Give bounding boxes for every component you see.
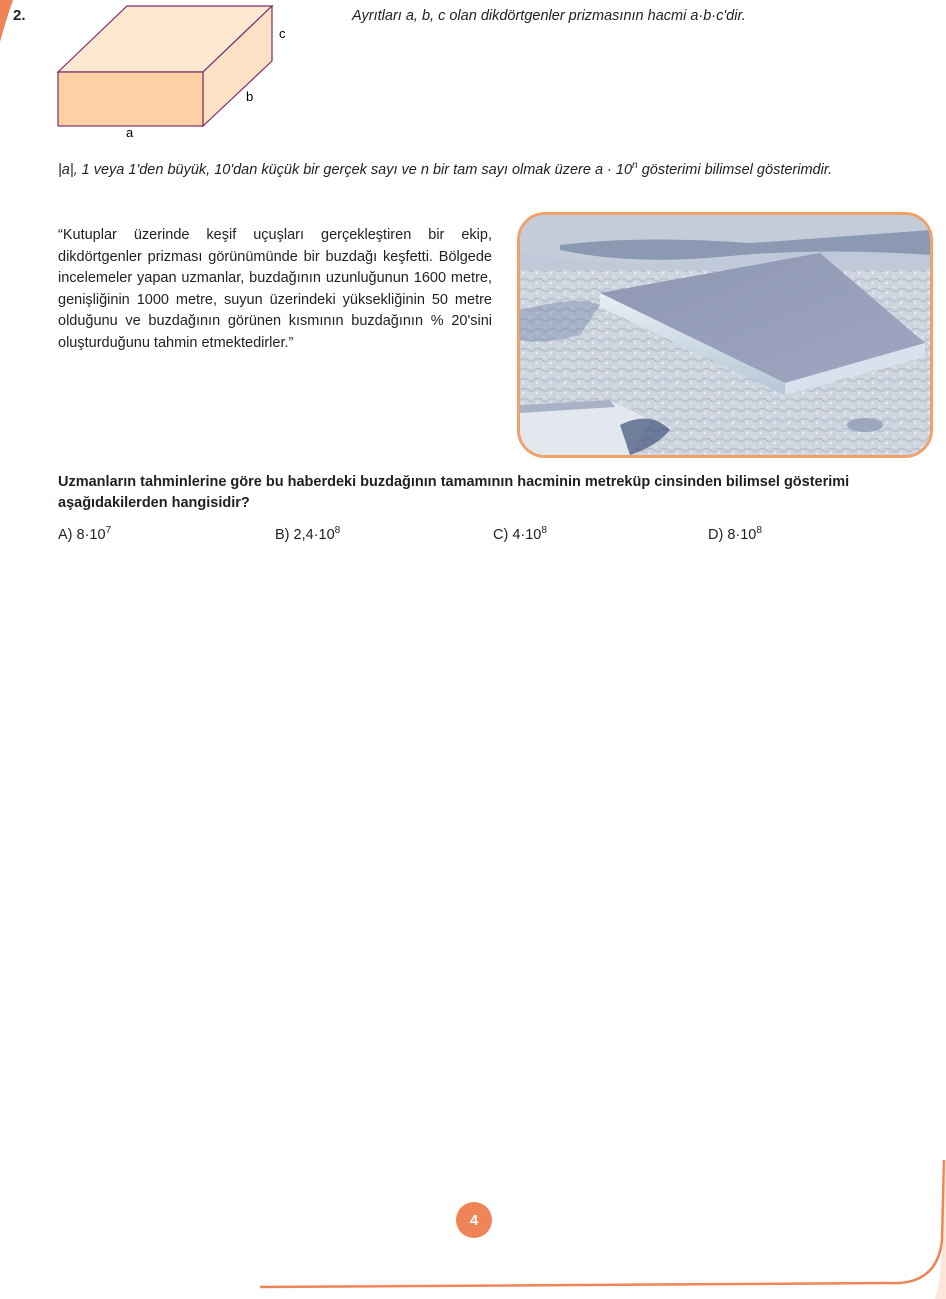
question-number: 2. [13,7,26,24]
option-d-exponent: 8 [756,525,763,537]
prism-front-face [58,72,203,126]
option-a-exponent: 7 [105,525,112,537]
edge-label-b: b [246,89,254,104]
volume-formula-text: Ayrıtları a, b, c olan dikdörtgenler prizmasının hacmi a·b·c'dir. [352,8,746,24]
edge-label-a: a [126,125,134,140]
top-left-corner-accent [0,0,13,42]
option-d-label: D) [708,527,724,543]
scientific-notation-definition [58,162,832,178]
option-d-value: 8·10 [727,527,757,543]
news-quote: “Kutuplar üzerinde keşif uçuşları gerçekleştiren bir ekip, dikdörtgenler prizması görünümünde bir buzdağı keşfetti. Bölgede incelemeler yapan uzmanlar, buzdağının uzunluğunun 1600 metre, genişliğinin 1000 metre, suyun üzerindeki yüksekliğinin 50 metre olduğunu ve buzdağının görünen kısmının buzdağının % 20'sini oluşturduğunu tahmin etmektedirler.” [58,227,492,351]
sci-def-exponent: n [632,160,638,172]
iceberg-photo [517,212,933,458]
sci-def-text-end: gösterimi bilimsel gösterimdir. [637,162,833,178]
sci-def-text: |a|, 1 veya 1'den büyük, 10'dan küçük bir gerçek sayı ve n bir tam sayı olmak üzere a · 10 [58,162,633,178]
option-a-value: 8·10 [76,527,106,543]
option-b[interactable] [275,527,340,543]
option-c[interactable] [493,527,547,543]
option-b-label: B) [275,527,290,543]
bottom-right-curve [260,1160,944,1287]
option-c-value: 4·10 [512,527,542,543]
page-number-badge: 4 [456,1202,492,1238]
option-b-exponent: 8 [334,525,341,537]
rectangular-prism-diagram [50,0,300,145]
option-d[interactable] [708,527,762,543]
bottom-right-shade [935,1160,946,1299]
option-a[interactable] [58,527,111,543]
question-prompt: Uzmanların tahminlerine göre bu haberdeki buzdağının tamamının hacminin metreküp cinsinden bilimsel gösterimi aşağıdakilerden hangisidir? [58,474,850,511]
option-b-value: 2,4·10 [293,527,335,543]
edge-label-c: c [279,26,286,41]
option-c-label: C) [493,527,509,543]
option-c-exponent: 8 [541,525,548,537]
iceberg-image [520,215,930,455]
option-a-label: A) [58,527,73,543]
